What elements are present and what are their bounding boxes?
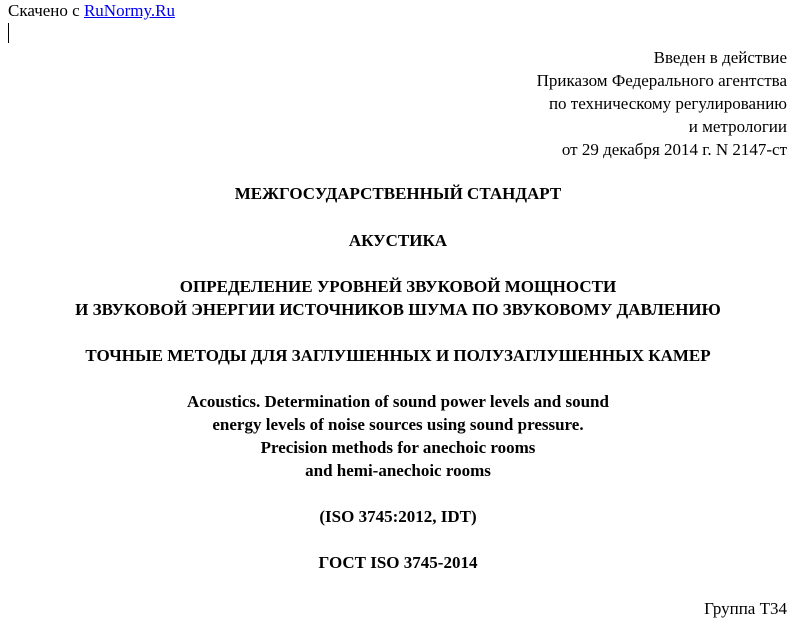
enactment-line: от 29 декабря 2014 г. N 2147-ст — [561, 140, 787, 159]
standard-type-heading: МЕЖГОСУДАРСТВЕННЫЙ СТАНДАРТ — [234, 184, 562, 203]
russian-title-line: ОПРЕДЕЛЕНИЕ УРОВНЕЙ ЗВУКОВОЙ МОЩНОСТИ — [179, 277, 617, 296]
english-title-line: Acoustics. Determination of sound power levels and sound — [187, 392, 609, 411]
enactment-line: Приказом Федерального агентства — [536, 71, 787, 90]
russian-subtitle: ТОЧНЫЕ МЕТОДЫ ДЛЯ ЗАГЛУШЕННЫХ И ПОЛУЗАГЛУШЕННЫХ КАМЕР — [85, 346, 711, 365]
iso-reference: (ISO 3745:2012, IDT) — [319, 507, 477, 526]
english-title-line: energy levels of noise sources using sound pressure. — [212, 415, 584, 434]
field-heading: АКУСТИКА — [348, 231, 448, 250]
english-title — [0, 390, 790, 482]
download-source-line — [8, 1, 175, 21]
russian-title-line: И ЗВУКОВОЙ ЭНЕРГИИ ИСТОЧНИКОВ ШУМА ПО ЗВУКОВОМУ ДАВЛЕНИЮ — [75, 300, 721, 319]
classification-group: Группа Т34 — [704, 599, 787, 618]
enactment-block — [537, 46, 787, 161]
english-title-line: and hemi-anechoic rooms — [305, 461, 491, 480]
russian-title — [0, 275, 790, 321]
enactment-line: и метрологии — [688, 117, 787, 136]
text-cursor — [8, 23, 9, 43]
runormy-link[interactable]: RuNormy.Ru — [83, 1, 175, 20]
gost-number: ГОСТ ISO 3745-2014 — [318, 553, 478, 572]
enactment-line: по техническому регулированию — [548, 94, 787, 113]
download-prefix: Скачено с — [8, 1, 80, 20]
english-title-line: Precision methods for anechoic rooms — [260, 438, 536, 457]
enactment-line: Введен в действие — [653, 48, 787, 67]
